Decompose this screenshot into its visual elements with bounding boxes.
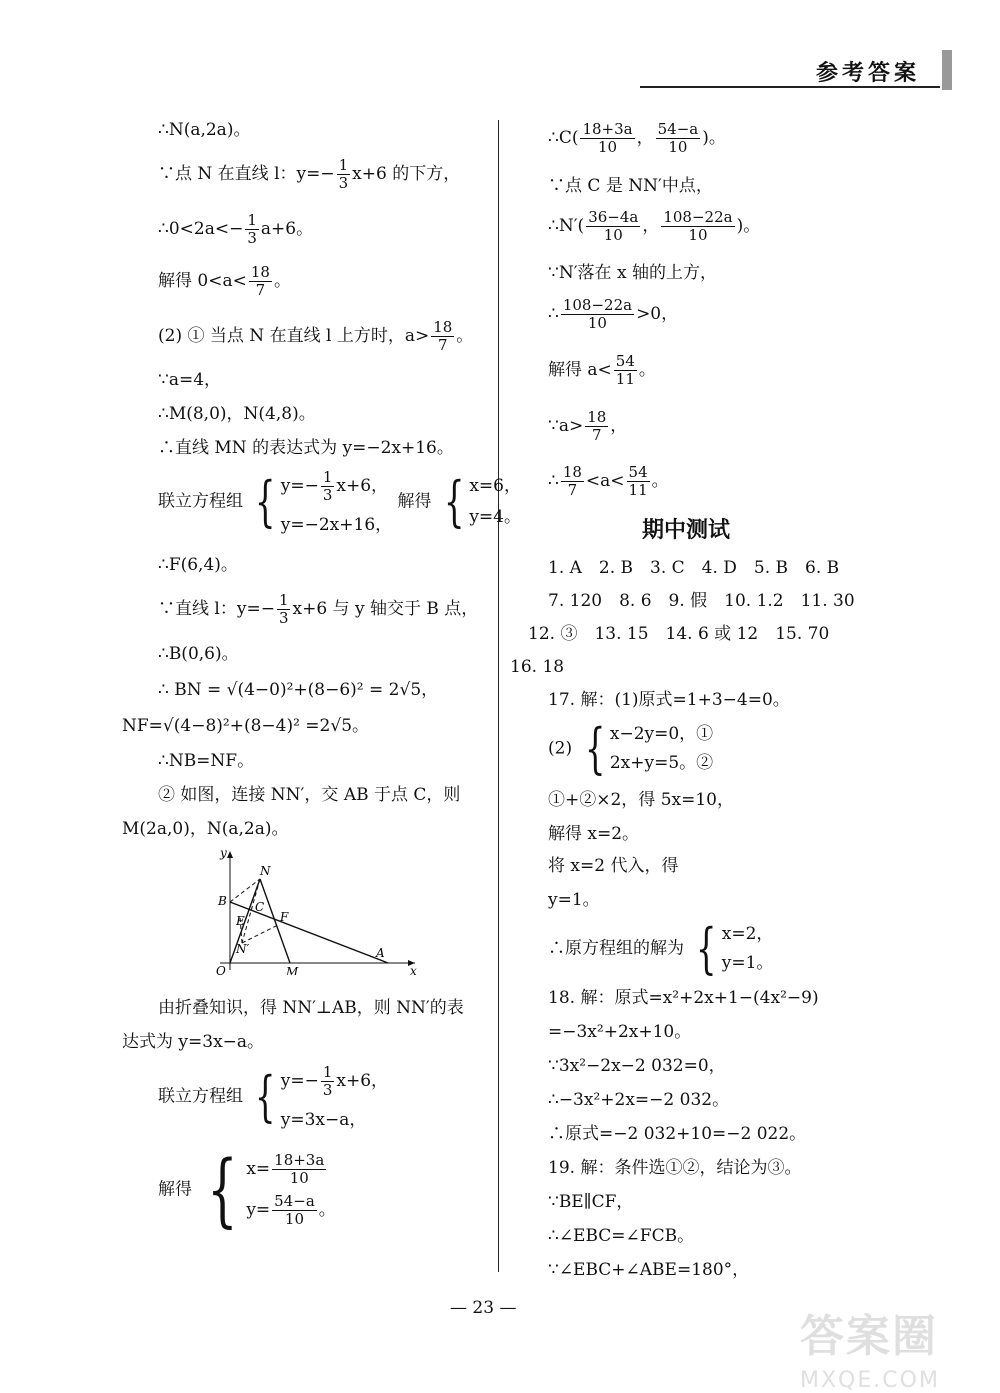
line-nprime-f (242, 925, 278, 943)
watermark (800, 1300, 970, 1393)
line: ∵a=4， (158, 370, 222, 390)
question-19: 19. 解：条件选①②，结论为③。 (548, 1158, 802, 1178)
line: ∴N(a,2a)。 (158, 120, 251, 140)
label-m: M (286, 965, 299, 975)
header-tab (942, 50, 952, 90)
line: ∴原式=−2 032+10=−2 022。 (548, 1124, 807, 1144)
question-17: 17. 解：(1)原式=1+3−4=0。 (548, 690, 790, 710)
header-bar (640, 50, 940, 88)
column-divider (498, 120, 499, 1272)
answer-row: 7. 120 8. 6 9. 假 10. 1.2 11. 30 (548, 591, 855, 611)
line: ∵3x²−2x−2 032=0， (548, 1056, 726, 1076)
line: ∴N′( $\frac{36-4a}{10}$ ， $\frac{108-22a}{10}$ )。 (548, 208, 761, 244)
line: (2) ① 当点 N 在直线 l 上方时，a> $\frac{18}{7}$ 。 (158, 318, 474, 354)
label-y: y (220, 846, 227, 860)
line: 由折叠知识，得 NN′⊥AB，则 NN′的表 (158, 998, 464, 1018)
label-c: C (255, 900, 265, 914)
page-number: — 23 — (450, 1298, 517, 1318)
line: 达式为 y=3x−a。 (122, 1032, 265, 1052)
label-nprime: N′ (236, 942, 250, 956)
fraction: $\frac{1}{3}$ (247, 211, 257, 247)
line: 解得 x=2。 (548, 824, 640, 844)
line: ∴B(0,6)。 (158, 644, 239, 664)
line: ∴−3x²+2x=−2 032。 (548, 1090, 730, 1110)
label-f: F (280, 910, 289, 924)
line: ∴0<2a<− $\frac{1}{3}$ a+6。 (158, 211, 314, 247)
label-e: E (236, 914, 245, 928)
line: =−3x²+2x+10。 (548, 1022, 692, 1042)
line: ∵直线 l：y=− $\frac{1}{3}$ x+6 与 y 轴交于 B 点， (158, 591, 479, 627)
answer-row: 12. ③ 13. 15 14. 6 或 12 15. 70 (528, 624, 830, 644)
label-x: x (410, 964, 417, 975)
geometry-diagram (210, 845, 420, 975)
line: ∵点 C 是 NN′中点， (548, 176, 713, 196)
line: ①+②×2，得 5x=10， (548, 790, 734, 810)
equation-system: 联立方程组 { y=− $\frac{1}{3}$ x+6， y=−2x+16， 解得 { x=6， y=4。 (158, 468, 521, 535)
header-title: 参考答案 (815, 60, 920, 86)
line: ② 如图，连接 NN′，交 AB 于点 C，则 (158, 785, 461, 805)
line: ∵BE∥CF， (548, 1192, 634, 1212)
line: ∵a> $\frac{18}{7}$ ， (548, 408, 628, 444)
line: 将 x=2 代入，得 (548, 856, 679, 876)
question-18: 18. 解：原式=x²+2x+1−(4x²−9) (548, 988, 819, 1008)
line: ∴ BN = √(4−0)²+(8−6)² = 2√5， (158, 680, 439, 700)
fraction: $\frac{18}{7}$ (433, 318, 453, 354)
answer-row: 1. A 2. B 3. C 4. D 5. B 6. B (548, 558, 840, 578)
line: ∴C( $\frac{18+3a}{10}$ ， $\frac{54-a}{10}$ )。 (548, 120, 726, 156)
line: ∵点 N 在直线 l：y=− $\frac{1}{3}$ x+6 的下方， (158, 156, 461, 192)
line: 解得 0<a< $\frac{18}{7}$ 。 (158, 263, 291, 299)
header-rule (640, 86, 940, 88)
line: 解得 a< $\frac{54}{11}$ 。 (548, 352, 656, 388)
equation-system: 联立方程组 { y=− $\frac{1}{3}$ x+6， y=3x−a， (158, 1063, 389, 1130)
line: ∴F(6,4)。 (158, 555, 238, 575)
line: ∴M(8,0)，N(4,8)。 (158, 404, 316, 424)
line: ∴ $\frac{108-22a}{10}$ >0， (548, 296, 679, 332)
label-n: N (260, 864, 271, 878)
line: ∴直线 MN 的表达式为 y=−2x+16。 (158, 438, 454, 458)
line: y=1。 (548, 890, 600, 910)
watermark-logo: 答案圈 (800, 1311, 938, 1362)
equation-system: ∴原方程组的解为 { x=2， y=1。 (548, 917, 774, 980)
equation-system: (2) { x−2y=0，① 2x+y=5。② (548, 717, 714, 780)
y-axis-arrow (227, 851, 233, 858)
answer-row: 16. 18 (510, 657, 565, 677)
line: ∵∠EBC+∠ABE=180°， (548, 1260, 750, 1280)
line: ∴NB=NF。 (158, 751, 255, 771)
label-b: B (218, 894, 227, 908)
line: NF=√(4−8)²+(8−4)² =2√5。 (122, 716, 370, 736)
line: ∴∠EBC=∠FCB。 (548, 1226, 695, 1246)
section-title: 期中测试 (642, 518, 731, 543)
line: ∵N′落在 x 轴的上方， (548, 263, 717, 283)
line: ∴ $\frac{18}{7}$ <a< $\frac{54}{11}$ 。 (548, 463, 669, 499)
equation-system: 解得 { x= $\frac{18+3a}{10}$ y= $\frac{54-a}{10}$ 。 (158, 1143, 336, 1236)
line: M(2a,0)，N(a,2a)。 (122, 819, 289, 839)
line-ab (230, 902, 388, 963)
label-o: O (216, 964, 226, 975)
watermark-site: MXQE.COM (800, 1368, 940, 1393)
fraction: $\frac{1}{3}$ (338, 156, 349, 192)
label-a: A (376, 946, 385, 960)
fraction: $\frac{18}{7}$ (250, 263, 270, 299)
